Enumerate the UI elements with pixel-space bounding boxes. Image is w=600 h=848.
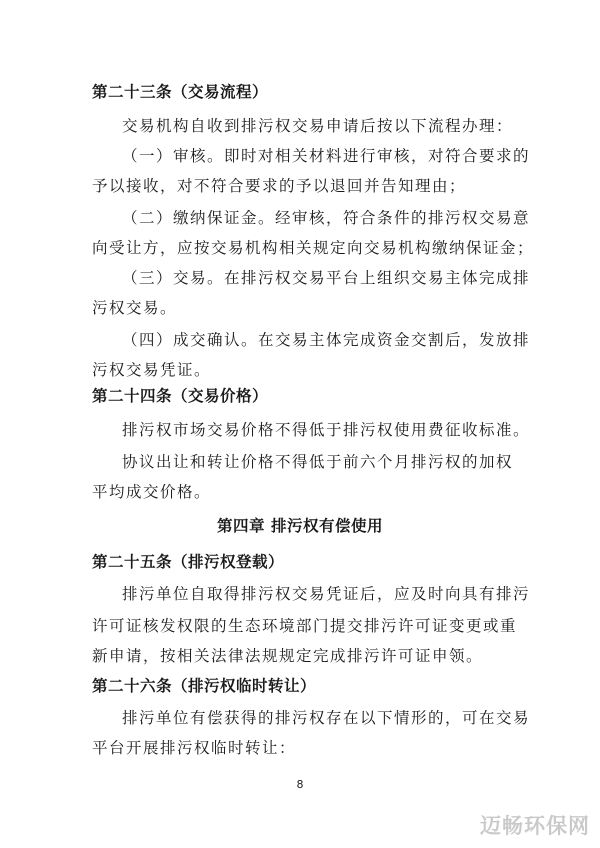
article-23-item-4-line-1: （四）成交确认。在交易主体完成资金交割后，发放排 [122,331,531,349]
page-number: 8 [296,778,304,791]
article-26-heading: 第二十六条（排污权临时转让） [92,677,317,695]
article-23-item-3-line-1: （三）交易。在排污权交易平台上组织交易主体完成排 [122,269,531,287]
article-23-item-3-line-2: 污权交易。 [92,299,178,317]
article-24-heading: 第二十四条（交易价格） [92,387,269,405]
site-watermark: 迈畅环保网 [480,814,590,838]
article-26-line-1: 排污单位有偿获得的排污权存在以下情形的，可在交易 [122,709,531,727]
article-24-para-2-line-2: 平均成交价格。 [92,483,212,501]
article-23-item-2-line-1: （二）缴纳保证金。经审核，符合条件的排污权交易意 [122,209,531,227]
article-25-line-1: 排污单位自取得排污权交易凭证后，应及时向具有排污 [122,585,531,603]
article-24-para-2-line-1: 协议出让和转让价格不得低于前六个月排污权的加权 [122,453,514,471]
article-24-para-1: 排污权市场交易价格不得低于排污权使用费征收标准。 [122,421,531,439]
article-23-item-4-line-2: 污权交易凭证。 [92,361,212,379]
article-25-line-3: 新申请，按相关法律法规规定完成排污许可证申领。 [92,647,484,665]
chapter-4-title: 第四章 排污权有偿使用 [217,517,383,535]
article-23-item-1-line-2: 予以接收，对不符合要求的予以退回并告知理由； [92,177,467,195]
article-23-intro: 交易机构自收到排污权交易申请后按以下流程办理： [122,117,514,135]
article-25-line-2: 许可证核发权限的生态环境部门提交排污许可证变更或重 [92,617,518,635]
article-25-heading: 第二十五条（排污权登载） [92,553,285,571]
article-23-item-2-line-2: 向受让方，应按交易机构相关规定向交易机构缴纳保证金； [92,239,535,257]
article-23-heading: 第二十三条（交易流程） [92,83,269,101]
article-23-item-1-line-1: （一）审核。即时对相关材料进行审核，对符合要求的 [122,147,531,165]
article-26-line-2: 平台开展排污权临时转让： [92,739,297,757]
